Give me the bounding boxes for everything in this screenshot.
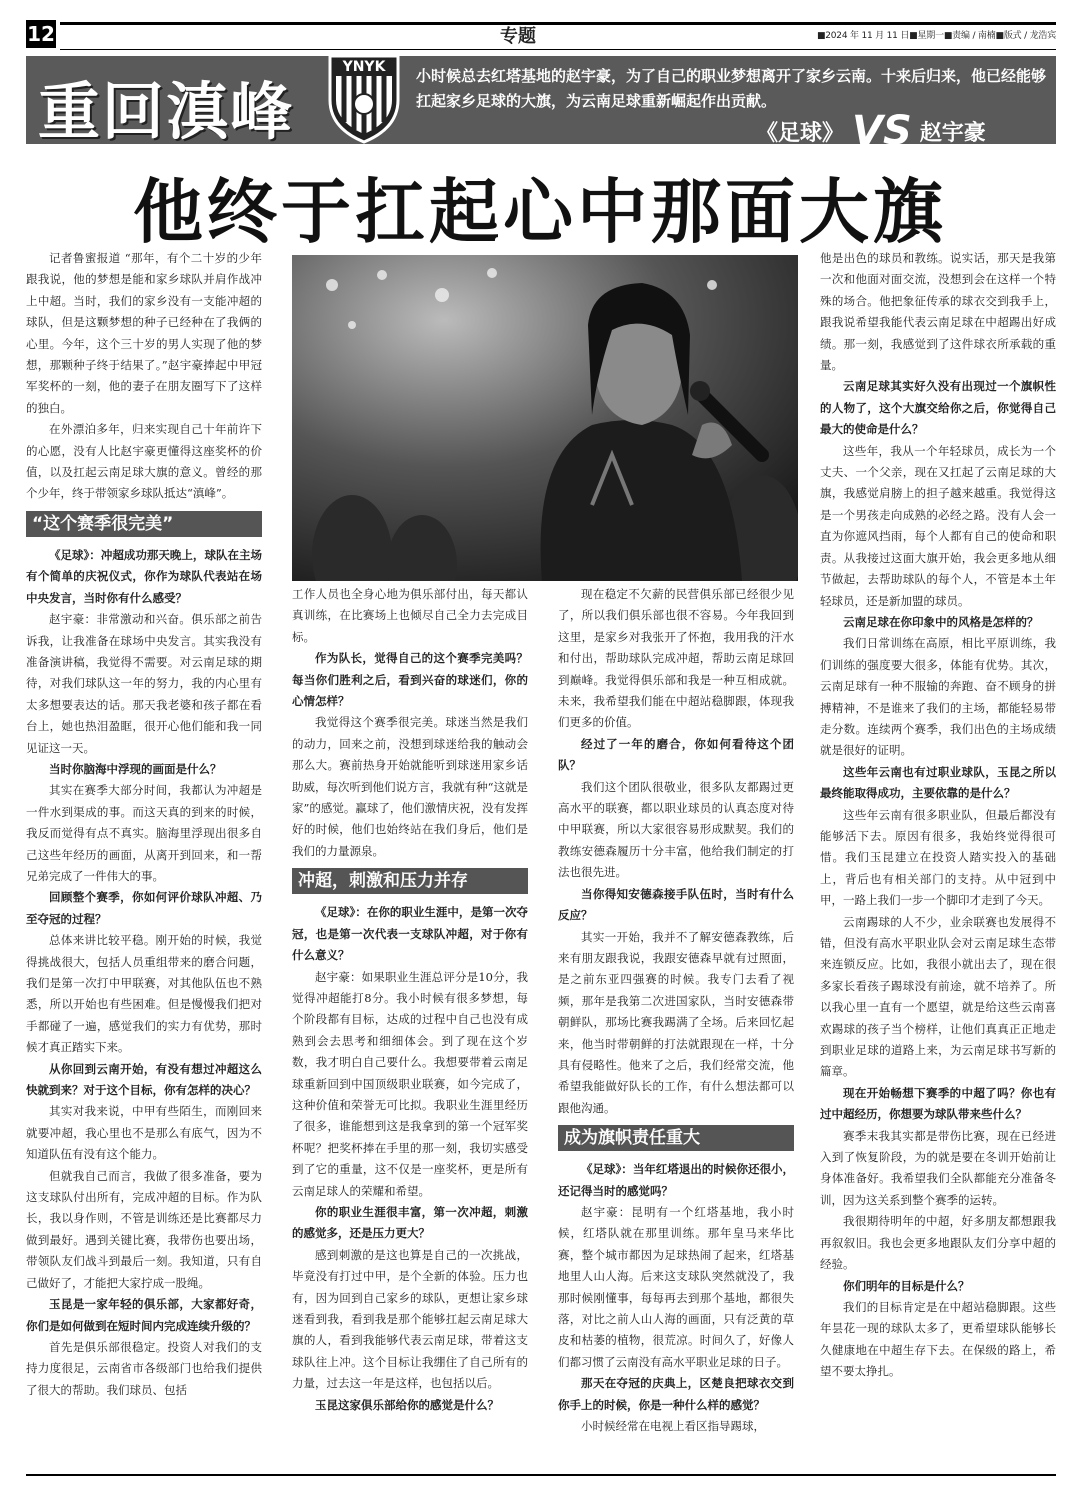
- question: 《足球》：当年红塔退出的时候你还很小，还记得当时的感觉吗？: [558, 1162, 794, 1198]
- answer: 我们日常训练在高原，相比平原训练，我们训练的强度要大很多，体能有优势。其次，云南足球有一种不服输的奔跑、奋不顾身的拼搏精神，不是谁来了我们的主场，都能轻易带走分数。连续两个赛季，我们出色的主场成绩就是很好的证明。: [820, 636, 1056, 758]
- question: 从你回到云南开始，有没有想过冲超这么快就到来？对于这个目标，你有怎样的决心？: [26, 1061, 262, 1098]
- answer: 他是出色的球员和教练。说实话，那天是我第一次和他面对面交流，没想到会在这样一个特殊的场合。他把象征传承的球衣交到我手上，跟我说希望我能代表云南足球在中超踢出好成绩。那一刻，我感觉到了这件球衣所承载的重量。: [820, 251, 1056, 373]
- answer: 感到刺激的是这也算是自己的一次挑战，毕竟没有打过中甲，是个全新的体验。压力也有，因为回到自己家乡的球队，更想让家乡球迷看到我，看到我是那个能够扛起云南足球大旗的人，看到我能够代表云南足球，带着这支球队往上冲。这个目标让我绷住了自己所有的力量，过去这一年是这样，也包括以后。: [292, 1247, 528, 1391]
- club-logo-icon: [324, 56, 404, 144]
- answer: 其实一开始，我并不了解安德森教练，后来有朋友跟我说，我跟安德森早就有过照面，是之前东亚四强赛的时候。我专门去看了视频，那年是我第二次进国家队，当时安德森带朝鲜队，那场比赛我踢满了全场。后来回忆起来，他当时带朝鲜的打法就跟现在一样，十分具有侵略性。他来了之后，我们经常交流，他希望我能做好队长的工作，有什么想法都可以跟他沟通。: [558, 929, 794, 1115]
- answer: 现在稳定不欠薪的民营俱乐部已经很少见了，所以我们俱乐部也很不容易。今年我回到这里，是家乡对我张开了怀抱，我用我的汗水和付出，帮助球队完成冲超，帮助云南足球回到巅峰。我觉得俱乐部和我是一种互相成就。未来，我希望我们能在中超站稳脚跟，体现我们更多的价值。: [558, 587, 794, 730]
- section-title: 专题: [500, 26, 536, 47]
- question: 现在开始畅想下赛季的中超了吗？你也有过中超经历，你想要为球队带来些什么？: [820, 1085, 1056, 1122]
- answer: 这些年，我从一个年轻球员，成长为一个丈夫、一个父亲，现在又扛起了云南足球的大旗，我感觉肩膀上的担子越来越重。我觉得这是一个男孩走向成熟的必经之路。没有人会一直为你遮风挡雨，每个人都有自己的使命和职责。从我接过这面大旗开始，我会更多地从细节做起，去帮助球队的每个人，不管是本土年轻球员，还是新加盟的球员。: [820, 443, 1056, 608]
- column-3: [558, 584, 794, 1437]
- subhead: “这个赛季很完美”: [26, 511, 262, 537]
- vs-mid: VS: [852, 108, 912, 144]
- answer: 小时候经常在电视上看区指导踢球，: [581, 1419, 765, 1434]
- question: 《足球》：冲超成功那天晚上，球队在主场有个简单的庆祝仪式，你作为球队代表站在场中央发言，当时你有什么感受？: [26, 547, 262, 605]
- answer: 我很期待明年的中超，好多朋友都想跟我再叙叙旧。我也会更多地跟队友们分享中超的经验。: [820, 1214, 1056, 1272]
- headline: 他终于扛起心中那面大旗: [133, 170, 947, 253]
- question: 当你得知安德森接手队伍时，当时有什么反应？: [558, 886, 794, 923]
- question: 玉昆这家俱乐部给你的感觉是什么？: [315, 1397, 499, 1412]
- question: 你的职业生涯很丰富，第一次冲超，刺激的感觉多，还是压力更大？: [292, 1204, 528, 1241]
- question: 回顾整个赛季，你如何评价球队冲超、乃至夺冠的过程？: [26, 890, 262, 926]
- column-1: [26, 248, 262, 1401]
- answer: 云南踢球的人不少，业余联赛也发展得不错，但没有高水平职业队会对云南足球生态带来连锁反应。比如，我很小就出去了，现在很多家长看孩子踢球没有前途，就不培养了。所以我心里一直有一个愿望，就是给这些云南喜欢踢球的孩子当个榜样，让他们真真正正地走到职业足球的道路上来，为云南足球书写新的篇章。: [820, 914, 1056, 1079]
- lead-paragraph: 记者鲁蜜报道 “那年，有个二十岁的少年跟我说，他的梦想是能和家乡球队并肩作战冲上中超。当时，我们的家乡没有一支能冲超的球队，但是这颗梦想的种子已经种在了我俩的心里。今年，这个三十岁的男人实现了他的梦想，那颗种子终于结果了。”赵宇豪捧起中甲冠军奖杯的一刻，他的妻子在朋友圈写下了这样的独白。: [26, 251, 262, 415]
- banner: [26, 56, 1056, 144]
- answer: 赵宇豪：昆明有一个红塔基地，我小时候，红塔队就在那里训练。那年皇马来华比赛，整个城市都因为足球热闹了起来，红塔基地里人山人海。后来这支球队突然就没了，我那时候刚懂事，每每再去到那个基地，都很失落，对比之前人山人海的画面，只有泛黄的草皮和枯萎的植物，很荒凉。时间久了，好像人们都习惯了云南没有高水平职业足球的日子。: [558, 1204, 794, 1369]
- page-number: 12: [27, 22, 55, 46]
- question: 那天在夺冠的庆典上，区楚良把球衣交到你手上的时候，你是一种什么样的感觉？: [558, 1376, 794, 1412]
- answer: 赵宇豪：如果职业生涯总评分是10分，我觉得冲超能打8分。我小时候有很多梦想，每个阶段都有目标，达成的过程中自己也没有成熟到会去思考和细细体会。到了现在这个岁数，我才明白自己要什么。我想要带着云南足球重新回到中国顶级职业联赛，如今完成了，这种价值和荣誉无可比拟。我职业生涯里经历了很多，谁能想到这是我拿到的第一个冠军奖杯呢？把奖杯捧在手里的那一刻，我切实感受到了它的重量，这不仅是一座奖杯，更是所有云南足球人的荣耀和希望。: [292, 969, 528, 1198]
- dateline: ■2024 年 11 月 11 日■星期一■责编 / 南楠■版式 / 龙浩宾: [816, 31, 1056, 41]
- question: 云南足球其实好久没有出现过一个旗帜性的人物了，这个大旗交给你之后，你觉得自己最大的使命是什么？: [820, 379, 1056, 437]
- answer: 其实在赛季大部分时间，我都认为冲超是一件水到渠成的事。而这天真的到来的时候，我反而觉得有点不真实。脑海里浮现出很多自己这些年经历的画面，从离开到回来，和一帮兄弟完成了一件伟大的事。: [26, 783, 262, 883]
- answer: 这些年云南有很多职业队，但最后都没有能够活下去。原因有很多，我始终觉得很可惜。我们玉昆建立在投资人踏实投入的基础上，背后也有相关部门的支持。从中冠到中甲，一路上我们一步一个脚印才走到了今天。: [820, 807, 1056, 908]
- subhead: 冲超，刺激和压力并存: [292, 868, 528, 894]
- answer: 赵宇豪：非常激动和兴奋。俱乐部之前告诉我，让我准备在球场中央发言。其实我没有准备演讲稿，我觉得不需要。对云南足球的期待，对我们球队这一年的努力，我的内心里有太多想要表达的话。那天我老婆和孩子都在看台上，她也热泪盈眶，很开心他们能和我一同见证这一天。: [26, 612, 262, 755]
- logo-text: YNYK: [342, 59, 386, 75]
- question: 作为队长，觉得自己的这个赛季完美吗？每当你们胜利之后，看到兴奋的球迷们，你的心情怎样？: [292, 651, 528, 709]
- question: 当时你脑海中浮现的画面是什么？: [49, 761, 222, 776]
- subhead: 成为旗帜责任重大: [558, 1125, 794, 1151]
- answer: 工作人员也全身心地为俱乐部付出，每天都认真训练，在比赛场上也倾尽自己全力去完成目标。: [292, 587, 528, 644]
- vs-line: [756, 108, 986, 144]
- question: 云南足球在你印象中的风格是怎样的？: [843, 614, 1039, 629]
- player-photo: [292, 255, 798, 581]
- answer: 我们的目标肯定是在中超站稳脚跟。这些年昙花一现的球队太多了，更希望球队能够长久健康地在中超生存下去。在保级的路上，希望不要太挣扎。: [820, 1299, 1056, 1379]
- question: 你们明年的目标是什么？: [843, 1278, 970, 1293]
- answer: 其实对我来说，中甲有些陌生，而刚回来就要冲超，我心里也不是那么有底气，因为不知道队伍有没有这个能力。: [26, 1104, 262, 1162]
- answer: 总体来讲比较平稳。刚开始的时候，我觉得挑战很大，包括人员重组带来的磨合问题，我们是第一次打中甲联赛，对其他队伍也不熟悉，所以开始也有些困难。但是慢慢我们把对手都碰了一遍，感觉我们的实力有优势，那时候才真正踏实下来。: [26, 933, 262, 1055]
- answer: 但就我自己而言，我做了很多准备，要为这支球队付出所有，完成冲超的目标。作为队长，我以身作则，不管是训练还是比赛都尽力做到最好。遇到关键比赛，我带伤也要出场，带领队友们战斗到最后一刻。我知道，只有自己做好了，才能把大家拧成一股绳。: [26, 1168, 262, 1290]
- paragraph: 在外漂泊多年，归来实现自己十年前许下的心愿，没有人比赵宇豪更懂得这座奖杯的价值，以及扛起云南足球大旗的意义。曾经的那个少年，终于带领家乡球队抵达“滇峰”。: [26, 422, 262, 501]
- vs-left: 《足球》: [756, 120, 845, 144]
- question: 经过了一年的磨合，你如何看待这个团队？: [558, 736, 794, 773]
- banner-title: 重回滇峰: [38, 75, 295, 144]
- answer: 我们这个团队很敬业，很多队友都踢过更高水平的联赛，都以职业球员的认真态度对待中甲联赛，所以大家很容易形成默契。我们的教练安德森履历十分丰富，他给我们制定的打法也很先进。: [558, 779, 794, 880]
- banner-intro: 小时候总去红塔基地的赵宇豪，为了自己的职业梦想离开了家乡云南。十来后归来，他已经能够扛起家乡足球的大旗，为云南足球重新崛起作出贡献。: [416, 67, 1047, 110]
- answer: 首先是俱乐部很稳定。投资人对我们的支持力度很足，云南省市各级部门也给我们提供了很大的帮助。我们球员、包括: [26, 1339, 262, 1397]
- question: 这些年云南也有过职业球队，玉昆之所以最终能取得成功，主要依靠的是什么？: [820, 764, 1056, 801]
- question: 玉昆是一家年轻的俱乐部，大家都好奇，你们是如何做到在短时间内完成连续升级的？: [26, 1297, 262, 1333]
- answer: 赛季末我其实都是带伤比赛，现在已经进入到了恢复阶段，为的就是要在冬训开始前让身体准备好。我希望我们全队都能充分准备冬训，因为这关系到整个赛季的运转。: [820, 1128, 1056, 1207]
- column-2: [292, 584, 528, 1416]
- question: 《足球》：在你的职业生涯中，是第一次夺冠，也是第一次代表一支球队冲超，对于你有什么意义？: [292, 905, 528, 963]
- player-speaking-image: [292, 255, 798, 581]
- bottom-rule: [26, 1474, 1056, 1476]
- column-4: [820, 248, 1056, 1383]
- vs-right: 赵宇豪: [919, 120, 986, 144]
- answer: 我觉得这个赛季很完美。球迷当然是我们的动力，回来之前，没想到球迷给我的触动会那么大。赛前热身开始就能听到球迷用家乡话助威，每次听到他们说方言，我就有种“这就是家”的感觉。赢球了，他们激情庆祝，没有发挥好的时候，他们也始终站在我们身后，他们是我们的力量源泉。: [292, 715, 528, 858]
